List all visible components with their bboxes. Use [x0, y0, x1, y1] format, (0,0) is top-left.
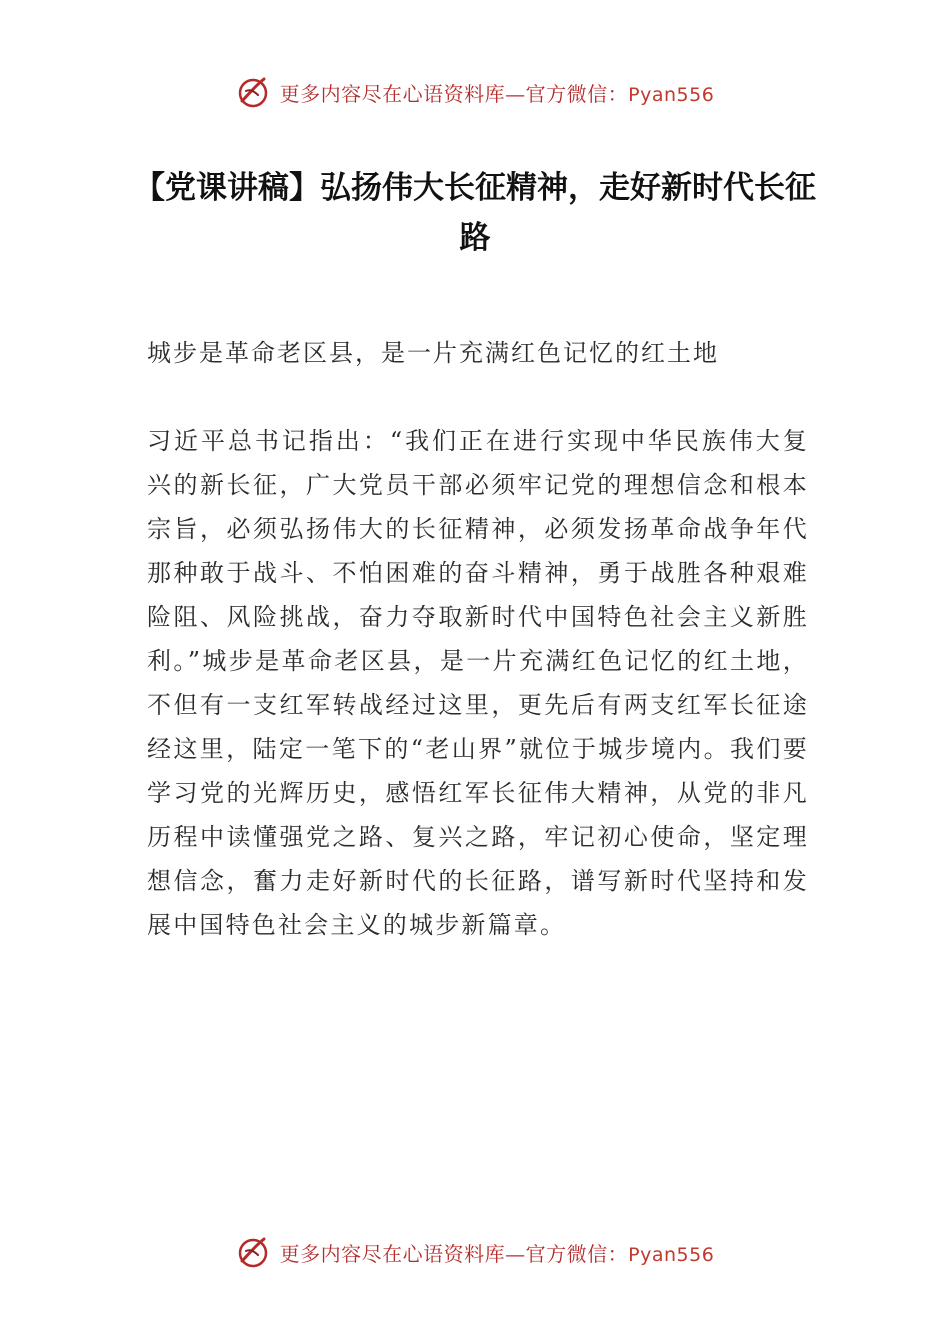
body-paragraph: 习近平总书记指出：“我们正在进行实现中华民族伟大复兴的新长征，广大党员干部必须牢记党的理想信念和根本宗旨，必须弘扬伟大的长征精神，必须发扬革命战争年代那种敢于战斗、不怕困难的奋斗精神，勇于战胜各种艰难险阻、风险挑战，奋力夺取新时代中国特色社会主义新胜利。”城步是革命老区县，是一片充满红色记忆的红土地，不但有一支红军转战经过这里，更先后有两支红军长征途经这里，陆定一笔下的“老山界”就位于城步境内。我们要学习党的光辉历史，感悟红军长征伟大精神，从党的非凡历程中读懂强党之路、复兴之路，牢记初心使命，坚定理想信念，奮力走好新时代的长征路，谱写新时代坚持和发展中国特色社会主义的城步新篇章。 — [147, 427, 809, 939]
footer-watermark — [0, 1232, 950, 1272]
brush-logo-icon — [236, 1235, 270, 1269]
header-watermark — [0, 72, 950, 112]
brush-logo-icon — [236, 75, 270, 109]
document-subtitle: 城步是革命老区县，是一片充满红色记忆的红土地 — [147, 339, 719, 367]
wechat-id: Pyan556 — [628, 83, 715, 106]
watermark-text: 更多内容尽在心语资料库—官方微信：Pyan556 — [279, 81, 715, 106]
document-title: 【党课讲稿】弘扬伟大长征精神，走好新时代长征路 — [134, 170, 816, 256]
watermark-text: 更多内容尽在心语资料库—官方微信：Pyan556 — [279, 1241, 715, 1266]
wechat-id: Pyan556 — [628, 1243, 715, 1266]
